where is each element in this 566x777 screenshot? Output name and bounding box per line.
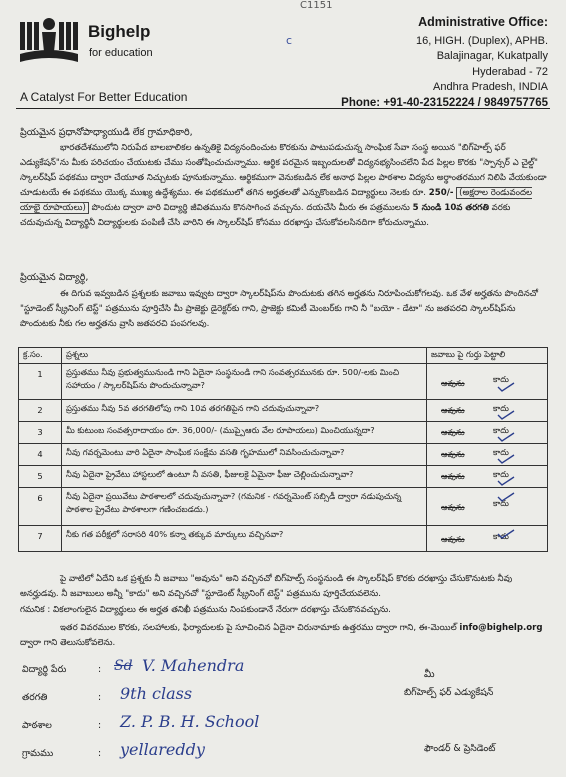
colon: : [98,720,102,731]
amount-words: (అక్షరాల రెండువందల యాభై రూపాయలు) [20,188,533,213]
row-number: 4 [19,444,62,466]
yes-option[interactable]: అవును [441,471,465,481]
row-question: నీవు ఏదైనా ప్రైవేటు హాస్టలులో ఉంటూ నీ వసతి, ఫీజులకై ఏమైనా ఫీజు చెల్లించుచున్నావా? [62,466,427,488]
table-row [19,526,548,552]
contact-text: ఇతర వివరముల కొరకు, సలహాలకు, ఫిర్యాదులకు పై సూచించిన ఏదైనా చిరునామాకు ఉత్తరము ద్వారా గాని, ఈ-మెయిల్ [60,623,457,633]
field-school[interactable]: Z. P. B. H. School [120,712,260,731]
checkmark-icon [497,454,515,464]
signature-title: ఫౌండర్ & ప్రెసిడెంట్ [424,743,496,754]
intro-text-tail: పొందుట ద్వారా వారి విద్యార్థి జీవితమును కొనసాగించ వచ్చును. దయచేసి మీరు ఈ పత్రములను [91,203,410,213]
checkmark-icon [497,529,515,539]
table-row [19,364,548,400]
intro-text-end: వరకు చదువుచున్న విద్యార్థినీ విద్యార్థులకు పంపిణీ చేసి వారిని ఈ స్కాలర్‌షిప్ కోసము దరఖాస్తు చేసుకోవలసినదిగా కోరుచున్నాము. [20,203,511,228]
row-number: 7 [19,526,62,552]
checkmark-icon [497,492,515,502]
row-number: 1 [19,364,62,400]
checkmark-icon [497,476,515,486]
label-student-name: విద్యార్థి పేరు [22,664,67,675]
no-option[interactable]: కాదు [493,403,509,413]
margin-mark: c [286,34,293,47]
row-number: 6 [19,488,62,526]
signature-yours: మీ [424,669,435,680]
signature-org: బిగ్‌హెల్ప్ ఫర్ ఎడ్యుకేషన్ [404,687,494,698]
class-range: 5 నుండి 10వ తరగతి [412,203,489,213]
answer-cell[interactable] [427,488,548,526]
eligibility-table [18,347,548,552]
no-option[interactable]: కాదు [493,531,509,541]
answer-cell[interactable] [427,422,548,444]
office-line: Balajinagar, Kukatpally [436,50,548,62]
office-line: Andhra Pradesh, INDIA [433,81,548,93]
yes-option[interactable]: అవును [441,502,465,512]
yes-option[interactable]: అవును [441,427,465,437]
no-option[interactable]: కాదు [493,425,509,435]
header-divider [16,108,550,109]
office-address [308,15,548,111]
colon: : [98,692,102,703]
label-village: గ్రామము [22,748,54,759]
yes-option[interactable]: అవును [441,378,465,388]
checkmark-icon [497,410,515,420]
no-option[interactable]: కాదు [493,374,509,384]
colon: : [98,664,102,675]
col-header-answer: జవాబు పై గుర్తు పెట్టాలి [427,348,548,364]
no-option[interactable]: కాదు [493,498,509,508]
struck-name: Sd [114,658,133,674]
student-text: ఈ దిగువ ఇవ్వబడిన ప్రశ్నలకు జవాబు ఇవ్వుట ద్వారా స్కాలర్‌షిప్‌ను పొందుటకు తగిన అర్హతను నిరూపించుకోగలవు. ఒక వేళ అర్హతను పొందినచో "స్టూడెంట్ స్క్రీనింగ్ టెస్ట్" పత్రమును పూర్తిచేసి మీ ప్రాజెక్టు డైరెక్టర్‌కు గాని, ప్రాజెక్టు కమిటీ మెంబర్‌కు గాని నీ "బయో - డేటా" ను జతపరచి స్కాలర్‌షిప్‌ను పొందుటకు నీకు గల అర్హతను వ్రాసి జతపరచి పంపగలవు. [20,289,538,329]
table-row [19,466,548,488]
intro-text: భారతదేశములోని నిరుపేద బాలబాలికల ఉన్నతికై విద్యనందించుట కొరకును పాటుపడుచున్న సాంఘిక సేవా సంస్థ అయిన "బిగ్‌హెల్ప్ ఫర్ ఎడ్యుకేషన్"ను మీకు పరిచయం చేయుటకు చేము సంతోషించుచున్నాము. ఆర్థిక పరమైన ఇబ్బందులతో విద్యనభ్యసించలేని పేద పిల్లల కొరకు "స్పాన్సర్ ఎ చైల్డ్" స్కాలర్‌షిప్ పథకము ద్వారా చేయూత నిచ్చుటకు పూనుకున్నాము. ఆర్థికముగా వెనుకబడిన లేక అనాధ పిల్లల పాఠశాల విద్యను అర్థాంతరముగ నిలిపి వేయకుండా చూడుటయే ఈ పథకము యొక్క ముఖ్య ఉద్దేశ్యము. ఈ పథకములో తగిన అర్హతలతో ఎన్నుకొంబడిన విద్యార్థులు నెలకు రూ. [20,143,547,198]
office-title: Administrative Office: [418,15,548,29]
table-row [19,488,548,526]
student-paragraph [20,287,548,332]
row-question: నీవు ఏదైనా ప్రయివేటు పాఠశాలలో చదువుచున్నావా? (గమనిక - గవర్నమెంట్ సబ్సిడీ ద్వారా నడుపుచున్న పాఠశాల ప్రైవేటు పాఠశాలగా గణించబడదు.) [62,488,427,526]
answer-cell[interactable] [427,466,548,488]
salutation-student: ప్రియమైన విద్యార్థి, [20,272,89,283]
row-question: ప్రస్తుతము నీవు 5వ తరగతిలోపు గాని 10వ తరగతిపైన గాని చదువుచున్నావా? [62,400,427,422]
checkmark-icon [497,382,515,392]
field-class[interactable]: 9th class [120,684,193,703]
reference-number: C1151 [300,0,333,11]
checkmark-icon [497,432,515,442]
row-question: ప్రస్తుతము నీవు ప్రభుత్వమునుండి గాని ఏదైనా సంస్థనుండి గాని సంవత్సరమునకు రూ. 500/-లకు మించి సహాయం / స్కాలర్‌షిప్‌ను పొందుచున్నావా? [62,364,427,400]
salutation-headmaster: ప్రియమైన ప్రధానోపాధ్యాయుడి లేక గ్రామాధికారి, [20,127,193,138]
ineligibility-text: పై వాటిలో ఏదేని ఒక ప్రశ్నకు నీ జవాబు "అవును" అని వచ్చినచో బిగ్‌హెల్ప్ సంస్థనుండి ఈ స్కాలర్‌షిప్ కొరకు దరఖాస్తు చేసుకొనుటకు నీవు అనర్హుడవు. నీ జవాబులు అన్నీ "కాదు" అని వచ్చినచో "స్టూడెంట్ స్క్రీనింగ్ టెస్ట్" పత్రమును పూర్తిచేయవలెను. [20,574,513,599]
table-header-row [19,348,548,364]
label-class: తరగతి [22,692,48,703]
office-line: Hyderabad - 72 [472,65,548,78]
tagline: A Catalyst For Better Education [20,90,188,104]
answer-cell[interactable] [427,364,548,400]
yes-option[interactable]: అవును [441,534,465,544]
note-paragraph: గమనిక : వికలాంగులైన విద్యార్థులు ఈ అర్హత తనిఖీ పత్రమును నింపకుండానే నేరుగా దరఖాస్తు చేసుకొనవచ్చును. [20,605,391,615]
ineligibility-paragraph [20,572,548,602]
answer-cell[interactable] [427,400,548,422]
yes-option[interactable]: అవును [441,405,465,415]
row-number: 2 [19,400,62,422]
table-row [19,422,548,444]
row-question: మీ కుటుంబ సంవత్సరాదాయం రూ. 36,000/- (ముప్పైఆరు వేల రూపాయలు) మించియున్నదా? [62,422,427,444]
row-number: 3 [19,422,62,444]
field-student-name[interactable]: V. Mahendra [142,656,245,675]
col-header-number: క్ర.సం. [19,348,62,364]
row-question: నీవు గవర్నమెంటు వారి ఏదైనా సాంఘిక సంక్షేమ వసతి గృహములో నివసించుచున్నావా? [62,444,427,466]
row-question: నీకు గత పరీక్షలో సరాసరి 40% కన్నా తక్కువ మార్కులు వచ్చినవా? [62,526,427,552]
intro-paragraph [20,141,548,231]
row-number: 5 [19,466,62,488]
bighelp-logo-icon [20,16,78,64]
office-phone: Phone: +91-40-23152224 / 9849757765 [341,96,548,109]
contact-email[interactable]: info@bighelp.org [459,623,543,633]
colon: : [98,748,102,759]
no-option[interactable]: కాదు [493,469,509,479]
yes-option[interactable]: అవును [441,449,465,459]
office-line: 16, HIGH. (Duplex), APHB. [415,34,548,47]
brand-subtitle: for education [89,47,153,59]
col-header-question: ప్రశ్నలు [62,348,427,364]
table-row [19,444,548,466]
field-village[interactable]: yellareddy [120,740,205,759]
amount-value: 250/- [428,188,454,198]
label-school: పాఠశాల [22,720,52,731]
answer-cell[interactable] [427,444,548,466]
answer-cell[interactable] [427,526,548,552]
brand-name: Bighelp [88,22,151,41]
no-option[interactable]: కాదు [493,447,509,457]
contact-text-tail: ద్వారా గాని తెలుసుకోవలెను. [20,638,116,648]
table-row [19,400,548,422]
contact-paragraph [20,621,548,651]
